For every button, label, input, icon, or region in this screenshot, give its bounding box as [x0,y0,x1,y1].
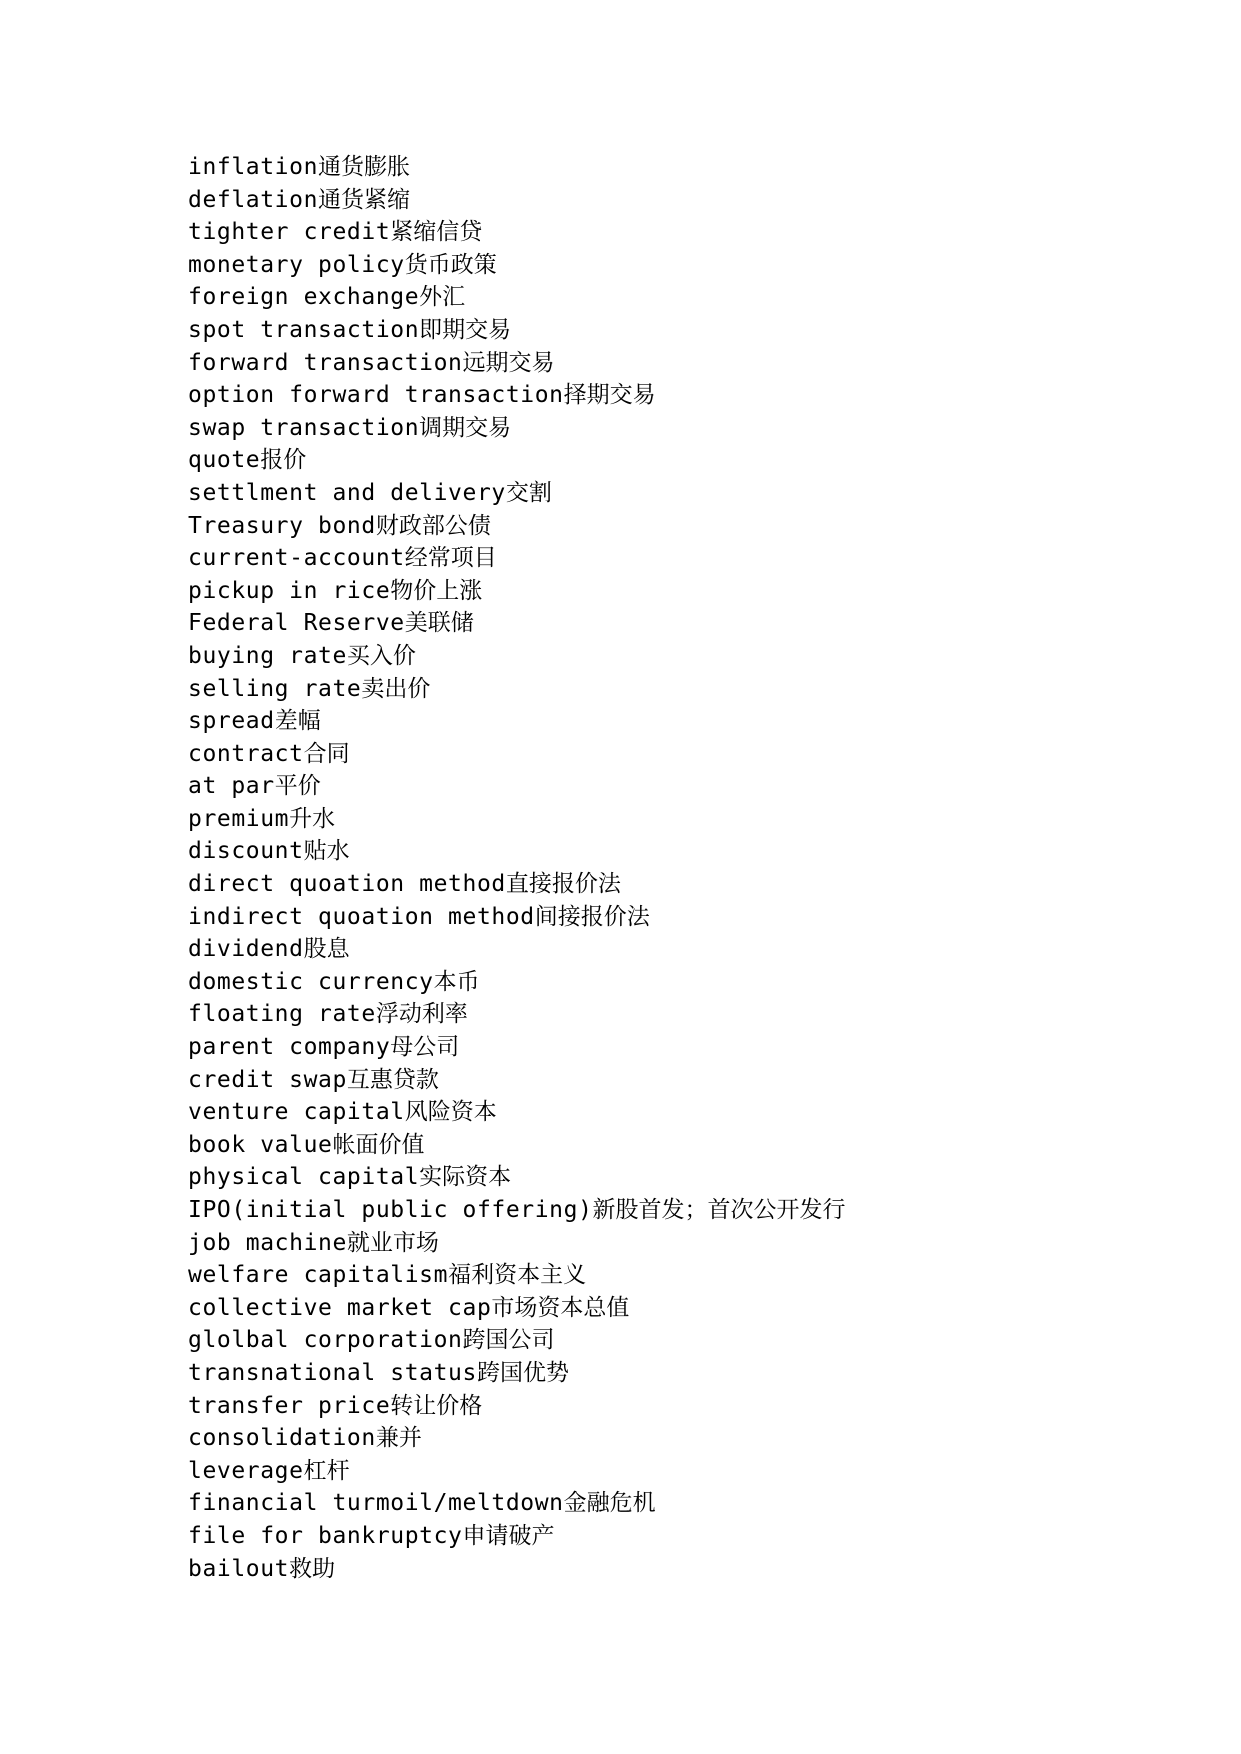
entry-term: file for bankruptcy [188,1522,463,1549]
vocabulary-entry [188,1455,846,1488]
entry-term: inflation [188,154,319,180]
entry-translation: 即期交易 [419,316,512,343]
vocabulary-entry [188,1324,846,1357]
vocabulary-entry [188,1064,846,1097]
vocabulary-entry [188,1129,846,1162]
entry-translation: 浮动利率 [375,1001,468,1028]
vocabulary-entry [188,1227,846,1260]
vocabulary-entry [188,705,846,738]
vocabulary-entry [188,770,846,803]
entry-term: transfer price [188,1392,391,1419]
vocabulary-entry [188,835,846,868]
vocabulary-entry [188,1259,846,1292]
entry-translation: 报价 [260,447,307,474]
vocabulary-list [188,151,846,1585]
entry-translation: 平价 [274,773,321,800]
entry-term: spot transaction [188,316,420,343]
vocabulary-entry [188,1161,846,1194]
vocabulary-entry [188,868,846,901]
vocabulary-entry [188,477,846,510]
vocabulary-entry [188,1357,846,1390]
vocabulary-entry [188,216,846,249]
entry-term: deflation [188,186,319,213]
vocabulary-entry [188,542,846,575]
entry-term: option forward transaction [188,382,564,409]
entry-term: domestic currency [188,968,434,995]
entry-translation: 申请破产 [462,1522,555,1549]
entry-term: indirect quoation method [188,903,535,930]
entry-translation: 实际资本 [419,1164,512,1191]
vocabulary-entry [188,998,846,1031]
entry-translation: 跨国优势 [476,1359,569,1386]
entry-translation: 风险资本 [404,1099,497,1126]
entry-translation: 经常项目 [404,545,497,572]
vocabulary-entry [188,412,846,445]
entry-term: IPO(initial public offering) [188,1197,593,1223]
vocabulary-entry [188,640,846,673]
entry-term: buying rate [188,642,347,669]
entry-translation: 财政部公债 [375,512,491,539]
entry-term: collective market cap [188,1294,492,1321]
entry-translation: 紧缩信贷 [390,219,483,246]
entry-term: monetary policy [188,251,405,278]
entry-term: spread [188,708,275,735]
entry-translation: 通货膨胀 [318,154,411,180]
entry-term: contract [188,740,304,767]
vocabulary-entry [188,1487,846,1520]
vocabulary-entry [188,1096,846,1129]
entry-term: quote [188,447,261,474]
vocabulary-entry [188,933,846,966]
vocabulary-entry [188,901,846,934]
entry-term: dividend [188,936,304,963]
entry-translation: 合同 [303,740,350,767]
entry-translation: 择期交易 [563,382,656,409]
entry-translation: 调期交易 [419,414,512,441]
entry-translation: 就业市场 [346,1229,439,1256]
entry-translation: 跨国公司 [462,1327,555,1354]
vocabulary-entry [188,444,846,477]
vocabulary-entry [188,1520,846,1553]
entry-translation: 新股首发；首次公开发行 [592,1197,846,1223]
entry-translation: 交割 [505,479,552,506]
entry-translation: 母公司 [390,1034,460,1061]
entry-translation: 救助 [289,1555,336,1582]
entry-term: selling rate [188,675,362,702]
entry-translation: 兼并 [375,1425,422,1452]
entry-translation: 货币政策 [404,251,497,278]
entry-translation: 卖出价 [361,675,431,702]
vocabulary-entry [188,1292,846,1325]
entry-translation: 升水 [289,805,336,832]
entry-translation: 帐面价值 [332,1131,425,1158]
entry-term: at par [188,773,275,800]
entry-term: premium [188,805,290,832]
entry-term: settlment and delivery [188,479,506,506]
vocabulary-entry [188,738,846,771]
entry-term: financial turmoil/meltdown [188,1490,564,1517]
entry-translation: 转让价格 [390,1392,483,1419]
vocabulary-entry [188,379,846,412]
vocabulary-entry [188,1031,846,1064]
entry-translation: 市场资本总值 [491,1294,630,1321]
entry-term: floating rate [188,1001,376,1028]
vocabulary-entry [188,673,846,706]
vocabulary-entry [188,607,846,640]
vocabulary-entry [188,966,846,999]
entry-term: direct quoation method [188,871,506,898]
vocabulary-entry [188,1390,846,1423]
entry-translation: 杠杆 [303,1457,350,1484]
entry-term: tighter credit [188,219,391,246]
vocabulary-entry [188,575,846,608]
entry-term: Federal Reserve [188,610,405,637]
entry-translation: 买入价 [346,642,416,669]
vocabulary-entry [188,249,846,282]
entry-term: Treasury bond [188,512,376,539]
entry-term: welfare capitalism [188,1262,449,1289]
entry-term: credit swap [188,1066,347,1093]
entry-term: venture capital [188,1099,405,1126]
vocabulary-entry [188,1422,846,1455]
entry-translation: 金融危机 [563,1490,656,1517]
vocabulary-entry [188,1553,846,1586]
entry-translation: 贴水 [303,838,350,865]
entry-term: current-account [188,545,405,572]
vocabulary-entry [188,281,846,314]
entry-translation: 美联储 [404,610,474,637]
vocabulary-entry [188,347,846,380]
entry-term: foreign exchange [188,284,420,311]
entry-translation: 外汇 [419,284,466,311]
entry-translation: 互惠贷款 [346,1066,439,1093]
entry-term: forward transaction [188,349,463,376]
entry-translation: 直接报价法 [505,871,621,898]
entry-term: swap transaction [188,414,420,441]
vocabulary-entry [188,803,846,836]
entry-translation: 远期交易 [462,349,555,376]
entry-term: parent company [188,1034,391,1061]
vocabulary-entry [188,510,846,543]
entry-term: pickup in rice [188,577,391,604]
vocabulary-entry [188,314,846,347]
entry-translation: 股息 [303,936,350,963]
entry-term: bailout [188,1555,290,1582]
entry-translation: 福利资本主义 [448,1262,587,1289]
entry-term: physical capital [188,1164,420,1191]
entry-term: book value [188,1131,333,1158]
entry-term: glolbal corporation [188,1327,463,1354]
entry-translation: 物价上涨 [390,577,483,604]
entry-term: leverage [188,1457,304,1484]
entry-translation: 差幅 [274,708,321,735]
vocabulary-entry [188,1194,846,1227]
entry-term: transnational status [188,1359,477,1386]
entry-term: consolidation [188,1425,376,1452]
vocabulary-entry [188,151,846,184]
entry-translation: 通货紧缩 [318,186,411,213]
vocabulary-entry [188,184,846,217]
entry-translation: 间接报价法 [534,903,650,930]
entry-term: discount [188,838,304,865]
entry-translation: 本币 [433,968,480,995]
entry-term: job machine [188,1229,347,1256]
